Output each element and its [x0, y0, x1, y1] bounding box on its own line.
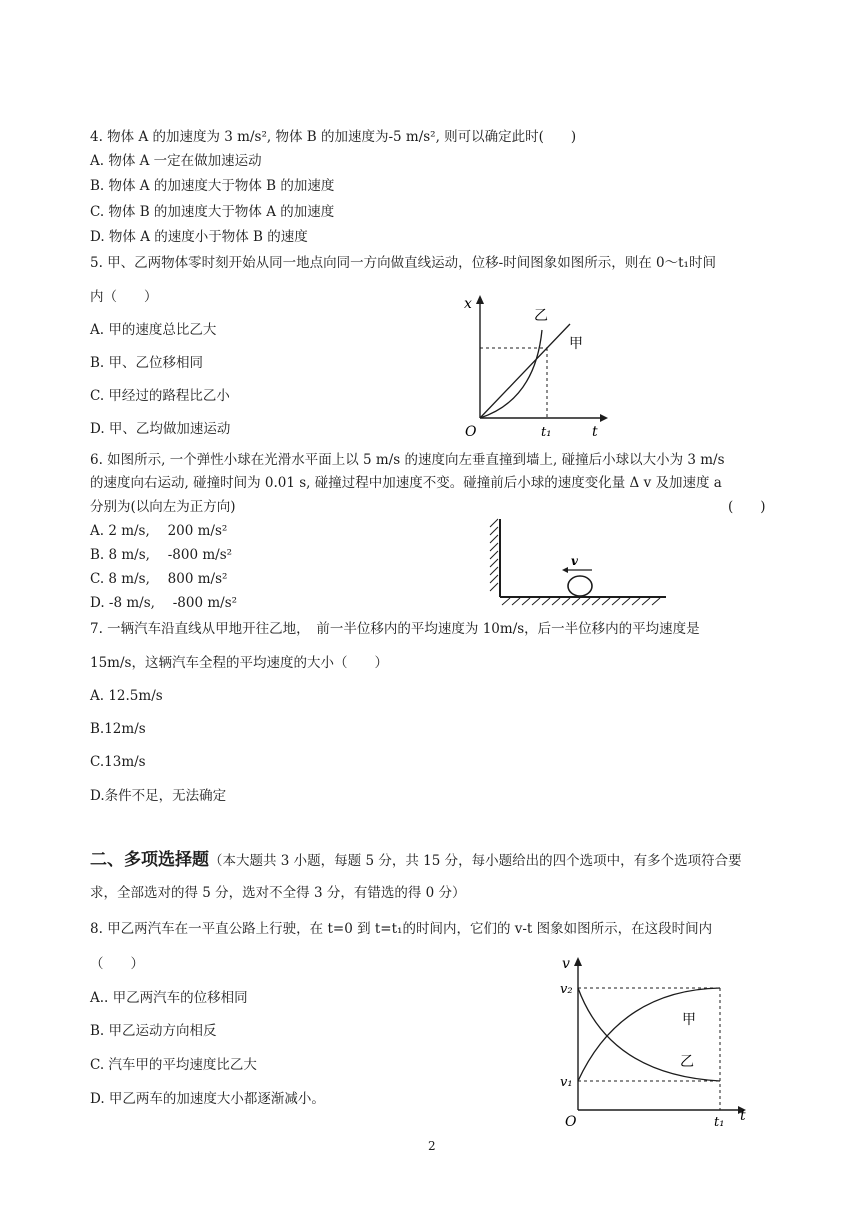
q5-option-a: A. 甲的速度总比乙大	[90, 322, 217, 338]
q8-y-axis-label: v	[562, 956, 570, 972]
q8-stem-line2: （ ）	[90, 956, 144, 972]
q5-option-d: D. 甲、乙均做加速运动	[90, 421, 231, 437]
q6-stem-line3: 分别为(以向左为正方向)	[90, 499, 236, 515]
q5-label-jia: 甲	[569, 336, 583, 352]
q6-stem-line2: 的速度向右运动, 碰撞时间为 0.01 s, 碰撞过程中加速度不变。碰撞前后小球的速度变化量 Δ v 及加速度 a	[90, 475, 722, 491]
q6-velocity-label: v	[571, 554, 578, 568]
q5-x-axis-label: t	[592, 424, 598, 440]
section2-title: 二、多项选择题	[90, 850, 209, 870]
q7-option-d: D.条件不足，无法确定	[90, 788, 227, 804]
q6-stem-line1: 6. 如图所示, 一个弹性小球在光滑水平面上以 5 m/s 的速度向左垂直撞到墙上, 碰撞后小球以大小为 3 m/s	[90, 452, 725, 468]
q4-option-d: D. 物体 A 的速度小于物体 B 的速度	[90, 229, 308, 245]
q7-option-b: B.12m/s	[90, 721, 146, 737]
q6-answer-bracket: ( )	[728, 499, 766, 515]
q5-curve-yi	[480, 330, 542, 418]
q8-vt-graph	[550, 950, 755, 1130]
q8-curve-jia	[578, 988, 720, 1081]
q6-wall-hatching	[490, 519, 498, 591]
q6-wall-ball-diagram	[488, 515, 673, 610]
q8-origin-label: O	[565, 1114, 577, 1130]
q5-label-yi: 乙	[534, 308, 548, 324]
q4-option-c: C. 物体 B 的加速度大于物体 A 的加速度	[90, 204, 335, 220]
q5-xt-graph	[455, 290, 615, 440]
q5-line-jia	[480, 324, 570, 418]
page-number: 2	[428, 1139, 436, 1153]
q8-label-jia: 甲	[682, 1012, 696, 1028]
q5-origin-label: O	[465, 424, 477, 440]
q8-option-c: C. 汽车甲的平均速度比乙大	[90, 1057, 257, 1073]
q6-option-c: C. 8 m/s, 800 m/s²	[90, 571, 228, 587]
q7-stem-line1: 7. 一辆汽车沿直线从甲地开往乙地， 前一半位移内的平均速度为 10m/s，后一半位移内的平均速度是	[90, 621, 700, 637]
q4-option-a: A. 物体 A 一定在做加速运动	[90, 153, 262, 169]
section2-note-line1: （本大题共 3 小题，每题 5 分，共 15 分，每小题给出的四个选项中，有多个选项符合要	[209, 853, 742, 869]
q6-option-b: B. 8 m/s, -800 m/s²	[90, 547, 233, 563]
q5-option-c: C. 甲经过的路程比乙小	[90, 388, 230, 404]
q6-option-a: A. 2 m/s, 200 m/s²	[90, 523, 228, 539]
q8-tick-t1: t₁	[714, 1115, 725, 1130]
q5-x-axis-arrow	[600, 414, 608, 422]
q8-option-a: A.. 甲乙两汽车的位移相同	[90, 990, 248, 1006]
q5-stem-line1: 5. 甲、乙两物体零时刻开始从同一地点向同一方向做直线运动，位移-时间图象如图所示，则在 0～t₁时间	[90, 255, 716, 271]
q8-y-axis-arrow	[574, 957, 582, 966]
q6-floor-hatching	[502, 598, 660, 605]
q8-curve-yi	[578, 988, 720, 1081]
q7-option-c: C.13m/s	[90, 754, 146, 770]
q6-option-d: D. -8 m/s, -800 m/s²	[90, 595, 238, 611]
section2-heading	[90, 851, 742, 870]
q5-y-axis-arrow	[476, 295, 484, 304]
q6-velocity-arrowhead	[562, 567, 568, 573]
q8-option-d: D. 甲乙两车的加速度大小都逐渐减小。	[90, 1091, 325, 1107]
q6-ball	[568, 576, 592, 596]
q8-label-yi: 乙	[680, 1054, 694, 1070]
q8-x-axis-label: t	[740, 1108, 746, 1124]
q8-label-v1: v₁	[560, 1075, 573, 1090]
q7-option-a: A. 12.5m/s	[90, 688, 163, 704]
q4-option-b: B. 物体 A 的加速度大于物体 B 的加速度	[90, 178, 335, 194]
q8-option-b: B. 甲乙运动方向相反	[90, 1023, 217, 1039]
q5-option-b: B. 甲、乙位移相同	[90, 355, 204, 371]
q8-label-v2: v₂	[560, 982, 573, 997]
q5-y-axis-label: x	[464, 296, 472, 312]
q5-stem-line2: 内（ ）	[90, 289, 158, 305]
section2-note-line2: 求，全部选对的得 5 分，选对不全得 3 分，有错选的得 0 分）	[90, 885, 466, 901]
q8-stem-line1: 8. 甲乙两汽车在一平直公路上行驶，在 t=0 到 t=t₁的时间内，它们的 v-t 图象如图所示，在这段时间内	[90, 921, 713, 937]
q5-tick-t1: t₁	[541, 425, 552, 440]
q7-stem-line2: 15m/s，这辆汽车全程的平均速度的大小（ ）	[90, 655, 388, 671]
q4-stem: 4. 物体 A 的加速度为 3 m/s², 物体 B 的加速度为-5 m/s², 则可以确定此时( )	[90, 129, 577, 145]
